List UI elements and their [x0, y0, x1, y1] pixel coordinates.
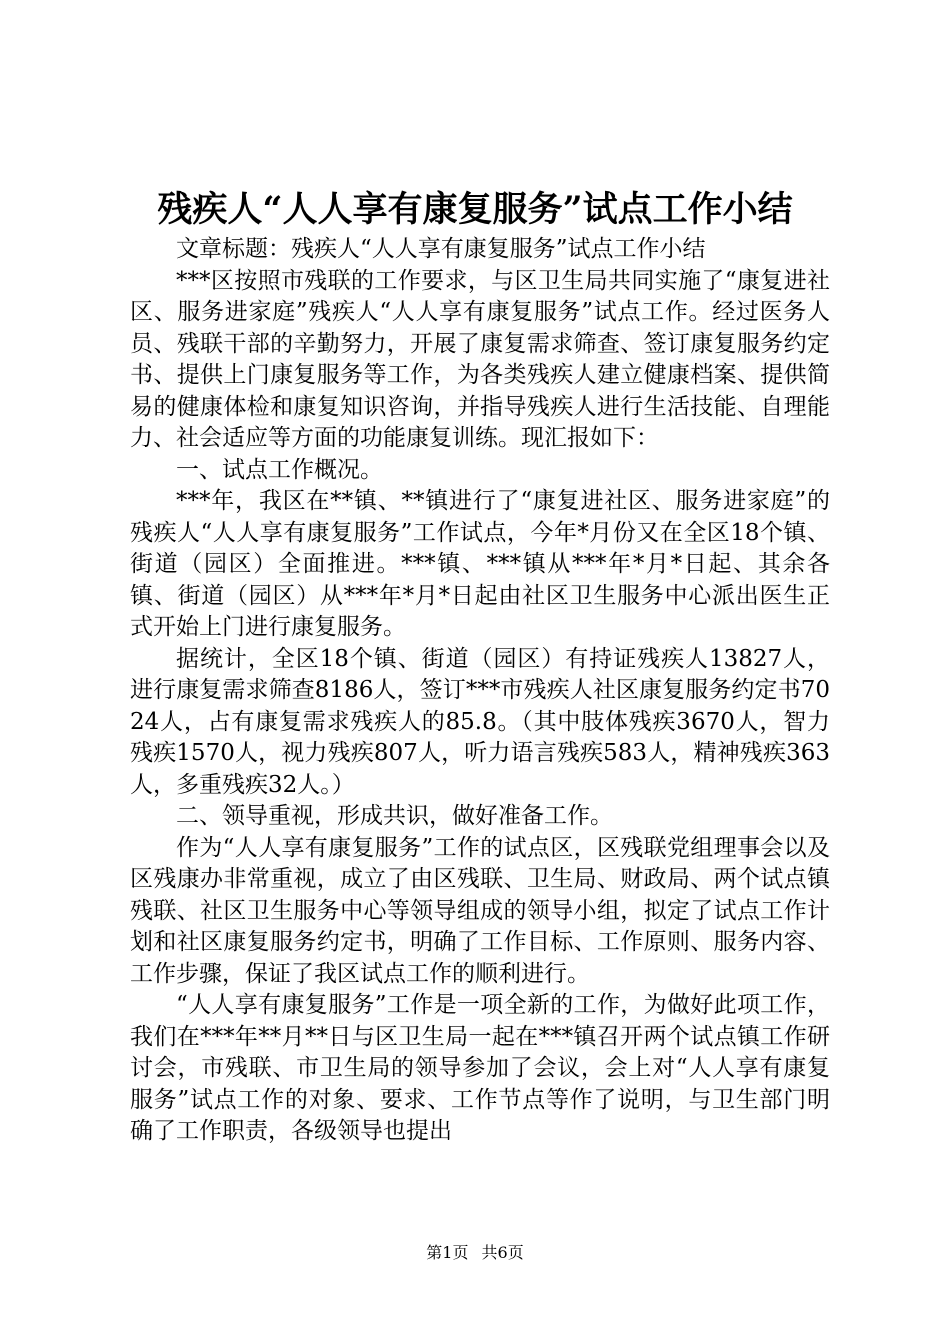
- section-heading-overview: 一、试点工作概况。: [176, 456, 383, 483]
- page-total: 共6页: [481, 1243, 524, 1262]
- page-number: 第1页: [426, 1243, 469, 1262]
- page-footer: [0, 1241, 950, 1265]
- paragraph-leadership: 作为“人人享有康复服务”工作的试点区，区残联党组理事会以及区残康办非常重视，成立了由区残联、卫生局、财政局、两个试点镇残联、社区卫生服务中心等领导组成的领导小组，拟定了试点工作计划和社区康复服务约定书，明确了工作目标、工作原则、服务内容、工作步骤，保证了我区试点工作的顺利进行。: [130, 834, 830, 987]
- document-body: [130, 234, 830, 1148]
- paragraph-article-title: 文章标题：残疾人“人人享有康复服务”试点工作小结: [176, 236, 706, 262]
- section-heading-leadership: 二、领导重视，形成共识，做好准备工作。: [176, 803, 613, 829]
- paragraph-overview: ***年，我区在**镇、**镇进行了“康复进社区、服务进家庭”的残疾人“人人享有康复服务”工作试点，今年*月份又在全区18个镇、街道（园区）全面推进。***镇、***镇从***年*月*日起、其余各镇、街道（园区）从***年*月*日起由社区卫生服务中心派出医生正式开始上门进行康复服务。: [130, 488, 830, 640]
- paragraph-meeting: “人人享有康复服务”工作是一项全新的工作，为做好此项工作，我们在***年**月**日与区卫生局一起在***镇召开两个试点镇工作研讨会，市残联、市卫生局的领导参加了会议，会上对“人人享有康复服务”试点工作的对象、要求、工作节点等作了说明，与卫生部门明确了工作职责，各级领导也提出: [130, 992, 830, 1144]
- paragraph-intro: ***区按照市残联的工作要求，与区卫生局共同实施了“康复进社区、服务进家庭”残疾人“人人享有康复服务”试点工作。经过医务人员、残联干部的辛勤努力，开展了康复需求筛查、签订康复服务约定书、提供上门康复服务等工作，为各类残疾人建立健康档案、提供简易的健康体检和康复知识咨询，并指导残疾人进行生活技能、自理能力、社会适应等方面的功能康复训练。现汇报如下：: [130, 267, 830, 451]
- paragraph-statistics: 据统计，全区18个镇、街道（园区）有持证残疾人13827人，进行康复需求筛查8186人，签订***市残疾人社区康复服务约定书7024人，占有康复需求残疾人的85.8。（其中肢体残疾3670人，智力残疾1570人，视力残疾807人，听力语言残疾583人，精神残疾363人，多重残疾32人。）: [130, 645, 830, 798]
- page-title: 残疾人“人人享有康复服务”试点工作小结: [157, 189, 793, 230]
